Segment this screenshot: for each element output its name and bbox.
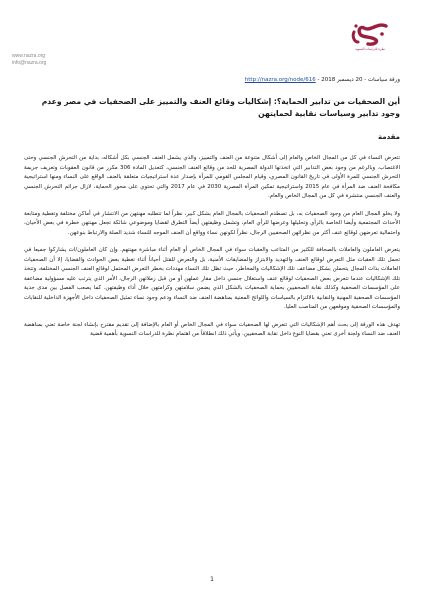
source-url-link[interactable]: http://nazra.org/node/616 [244,77,316,83]
document-body [24,154,400,348]
nazra-logo-mark [348,20,392,46]
paragraph: تتعرض النساء في كل من المجال الخاص والعام إلى أشكال متنوعة من العنف والتمييز، والذي يشمل العنف الجنسي بكل أشكاله، بداية من التحرش الجنسي وحتى الاغتصاب. وبالرغم من وجود بعض التدابير التي اتخذتها الدولة المصرية للحد من وقائع العنف الجنسي، كتعديل المادة 306 مكرر من قانون العقوبات وتعريف جريمة التحرش الجنسي للمرة الأولى في تاريخ القانون المصري، وقيام المجلس القومي للمرأة بإصدار عدة استراتيجيات متعلقة بالعنف الواقع على النساء ومنها استراتيجية مكافحة العنف ضد المرأة في عام 2015 واستراتيجية تمكين المرأة المصرية 2030 في عام 2017 والتي تحتوي على محور الحماية، لازال جرائم التحرش الجنسي والعنف الجنسي منتشرة في كل من المجال الخاص والعام. [24,155,400,199]
logo-caption: نظرة للدراسات النسوية [355,47,385,51]
document-title: أين الصحفيات من تدابير الحماية؟: إشكاليات وقائع العنف والتمييز على الصحفيات في مصر وعدم وجود تدابير وسياسات نقابية لحمايتهن [41,97,400,118]
email-link[interactable]: info@nazra.org [12,60,47,66]
paragraph: ولا يخلو المجال العام من وجود الصحفيات به، بل تصطدم الصحفيات بالمجال العام بشكل كبير، نظراً لما تتطلبه مهنتهن من الانتشار في أماكن مختلفة وتغطية ومتابعة الأحداث المجتمعية وأيضا الخاصة بالرأي وتحليلها وعرضها للرأي العام، وتشمل وظيفتهن أيضاً التطرق لقضايا وموضوعي شائكة تجعل مهنتهن خطرة في بعض الأحيان، واحتمالية تعرضهن لوقائع عنف أكثر من نظرائهن الصحفيين الرجال، نظراً لكونهن نساء وواقع أن العنف الموجه للنساء شديد الصلة والارتباط بنوعهن. [24,210,400,236]
paragraph: يتعرض العاملون والعاملات بالصحافة للكثير من المتاعب والعقبات سواء في المجال الخاص أو العام أثناء مباشرة مهنتهم. وإن كان العاملون/ات يشاركوا جميعا في تحمل تلك العقبات مثل التعرض لوقائع العنف والتهديد والابتزاز والمضايقات الأمنية، بل والتعرض للقتل أحياناً أثناء تغطية بعض الحوادث والقضايا، إلا أن الصحفيات العاملات بذات المجال يتحملن بشكل مضاعف تلك الإشكاليات والمخاطر، حيث تظل تلك النساء مهددات بخطر التعرض المحتمل لوقائع العنف الجنسي المختلفة، وتتخذ تلك الإشكاليات عندما تتعرض بعض الصحفيات لوقائع عنف واستغلال جنسي داخل مقار عملهن أو من قبل زملائهن الرجال، الأمر الذي يترتب عليه مسؤولية مضاعفة على المؤسسات الصحفية وكذلك نقابة الصحفيين بحماية الصحفيات بالشكل الذي يضمن سلامتهن وكرامتهن خلال أداء وظيفتهن. كما يصعب الفصل بين مدى جدية المؤسسات الصحفية المهنية والنقابية بالالتزام بالسياسات واللوائح المعنية بمناهضة العنف ضد النساء ودعم وجود نساء تمثيل الصحفيات داخل الأجهزة الداخلية للنقابات والمؤسسات الصحفية وموقعهن من المناصب العليا. [24,247,400,310]
nazra-logo [340,20,400,51]
website-link[interactable]: www.nazra.org [12,53,46,59]
paragraph: تهدف هذه الورقة إلى بحث أهم الإشكاليات التي تتعرض لها الصحفيات سواء في المجال الخاص أو العام بالإضافة إلى تقديم مقترح بإنشاء لجنة خاصة تعني بمناهضة العنف ضد النساء ولجنة أخرى تعني بقضايا النوع داخل نقابة الصحفيين. ويأتي ذلك انطلاقاً من اهتمام نظرة للدراسات النسوية بأهمية قضية [24,321,400,337]
section-heading: مقدمة [378,133,400,141]
meta-prefix: ورقة سياسات - 20 ديسمبر 2018 - [315,77,400,83]
document-meta [245,77,400,84]
contact-links [12,53,46,67]
page-number: 1 [210,576,214,583]
